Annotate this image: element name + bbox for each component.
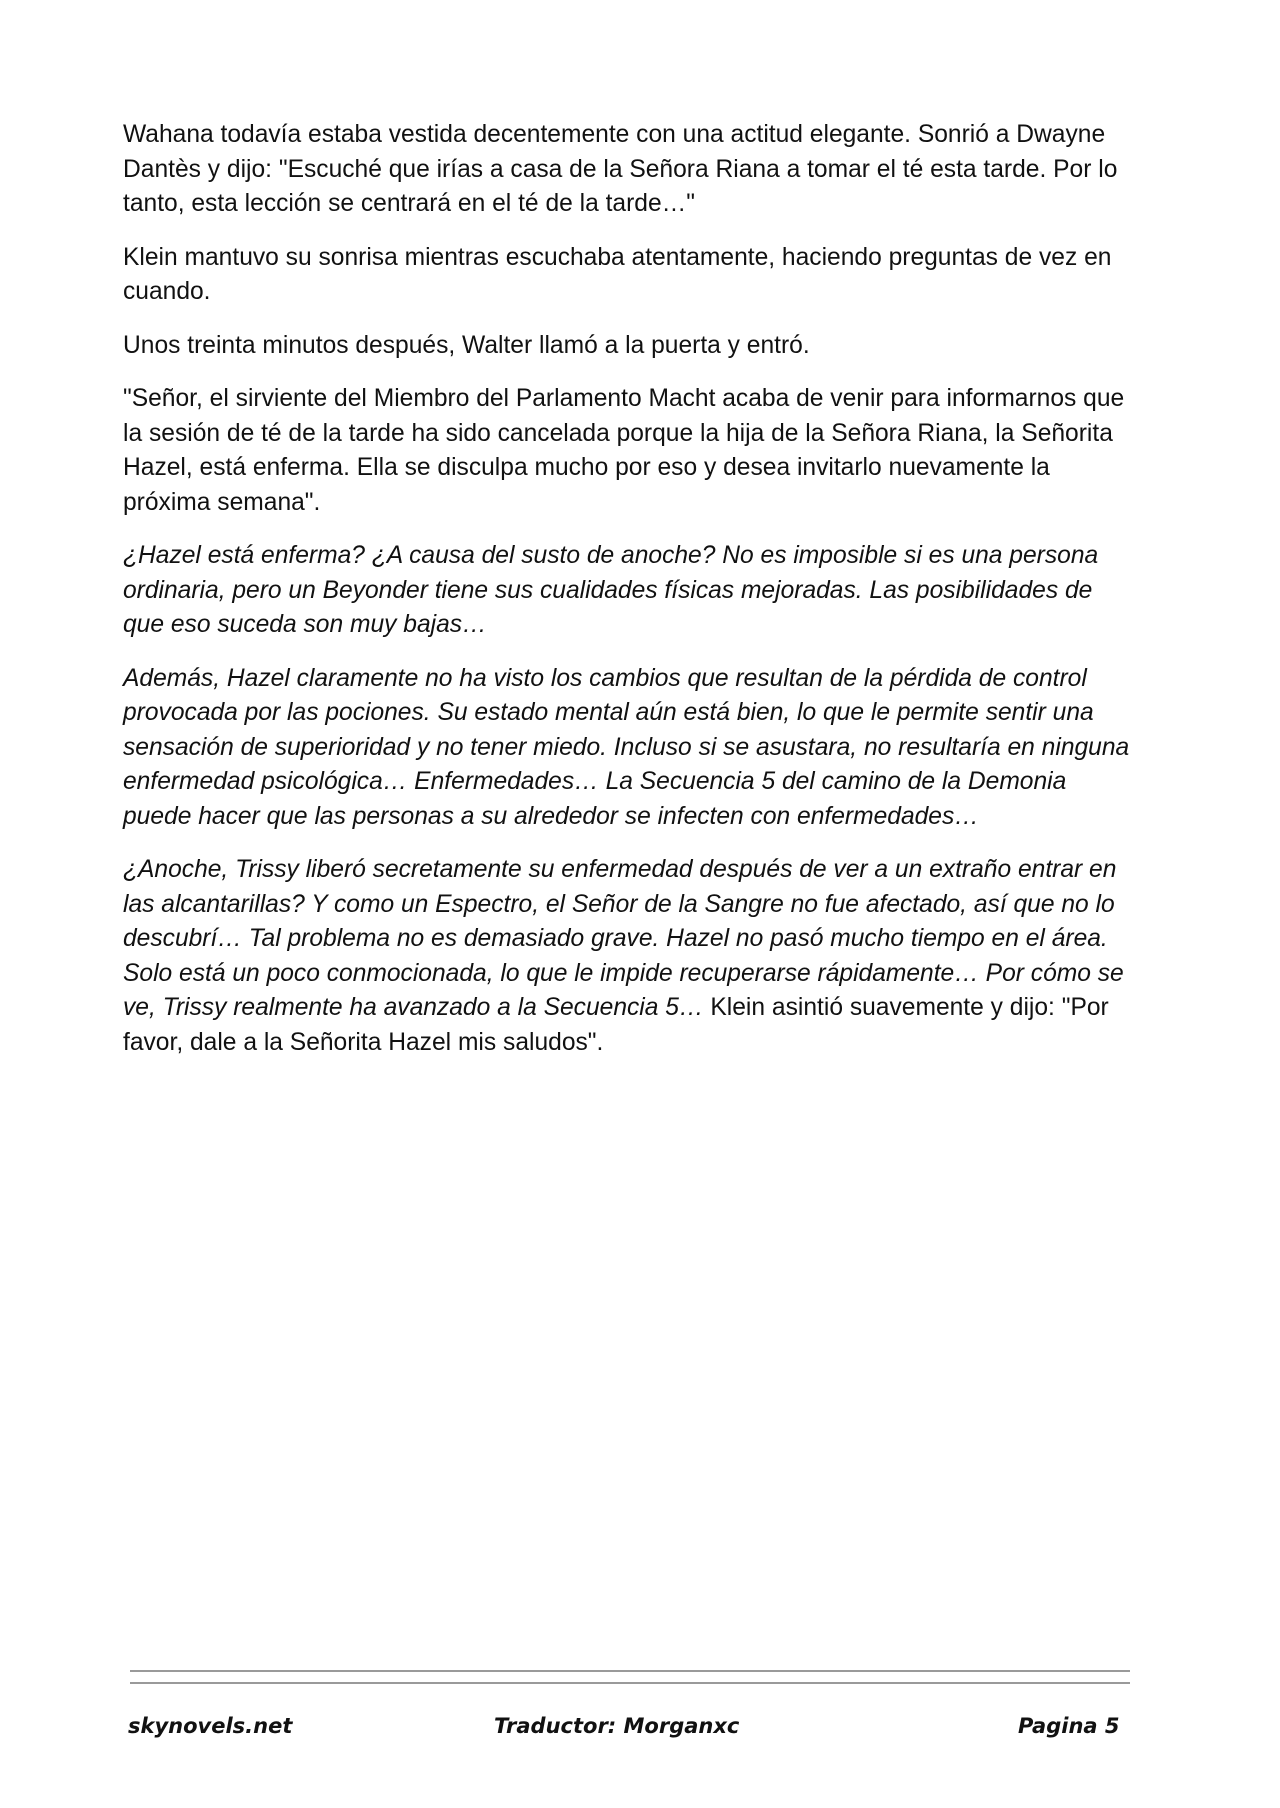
- paragraph-thought: [123, 662, 1133, 835]
- paragraph-text: Klein mantuvo su sonrisa mientras escuchaba atentamente, haciendo preguntas de vez en cuando.: [123, 243, 1112, 305]
- page-body: [123, 118, 1133, 1079]
- footer-divider-bottom: [130, 1682, 1130, 1684]
- paragraph: [123, 241, 1133, 310]
- paragraph-text: "Señor, el sirviente del Miembro del Parlamento Macht acaba de venir para informarnos que la sesión de té de la tarde ha sido cancelada porque la hija de la Señora Riana, la Señorita Hazel, está enferma. Ella se disculpa mucho por eso y desea invitarlo nuevamente la próxima semana".: [123, 385, 1125, 516]
- paragraph-text: Wahana todavía estaba vestida decentemente con una actitud elegante. Sonrió a Dwayne Dantès y dijo: "Escuché que irías a casa de la Señora Riana a tomar el té esta tarde. Por lo tanto, esta lección se centrará en el té de la tarde…": [123, 121, 1118, 217]
- footer-site: skynovels.net: [128, 1714, 293, 1738]
- thought-text: ¿Anoche, Trissy liberó secretamente su enfermedad después de ver a un extraño entrar en las alcantarillas? Y como un Espectro, el Señor de la Sangre no fue afectado, así que no lo descubrí… Tal problema no es demasiado grave. Hazel no pasó mucho tiempo en el área. Solo está un poco conmocionada, lo que le impide recuperarse rápidamente… Por cómo se ve, Trissy realmente ha avanzado a la Secuencia 5…: [123, 856, 1124, 1021]
- paragraph-mixed: [123, 853, 1133, 1060]
- paragraph-text: Unos treinta minutos después, Walter llamó a la puerta y entró.: [123, 331, 810, 359]
- paragraph-thought: [123, 539, 1133, 643]
- paragraph: [123, 118, 1133, 222]
- footer-translator: Traductor: Morganxc: [494, 1714, 740, 1738]
- paragraph: [123, 329, 1133, 364]
- thought-text: ¿Hazel está enferma? ¿A causa del susto de anoche? No es imposible si es una persona ordinaria, pero un Beyonder tiene sus cualidades físicas mejoradas. Las posibilidades de que eso suceda son muy bajas…: [123, 542, 1099, 638]
- paragraph-text: Klein asintió suavemente y dijo: "Por favor, dale a la Señorita Hazel mis saludos".: [123, 994, 1109, 1056]
- footer-page-number: Pagina 5: [1018, 1714, 1120, 1738]
- paragraph: [123, 382, 1133, 520]
- thought-text: Además, Hazel claramente no ha visto los cambios que resultan de la pérdida de control provocada por las pociones. Su estado mental aún está bien, lo que le permite sentir una sensación de superioridad y no tener miedo. Incluso si se asustara, no resultaría en ninguna enfermedad psicológica… Enfermedades… La Secuencia 5 del camino de la Demonia puede hacer que las personas a su alrededor se infecten con enfermedades…: [123, 664, 1130, 830]
- footer-divider-top: [130, 1670, 1130, 1672]
